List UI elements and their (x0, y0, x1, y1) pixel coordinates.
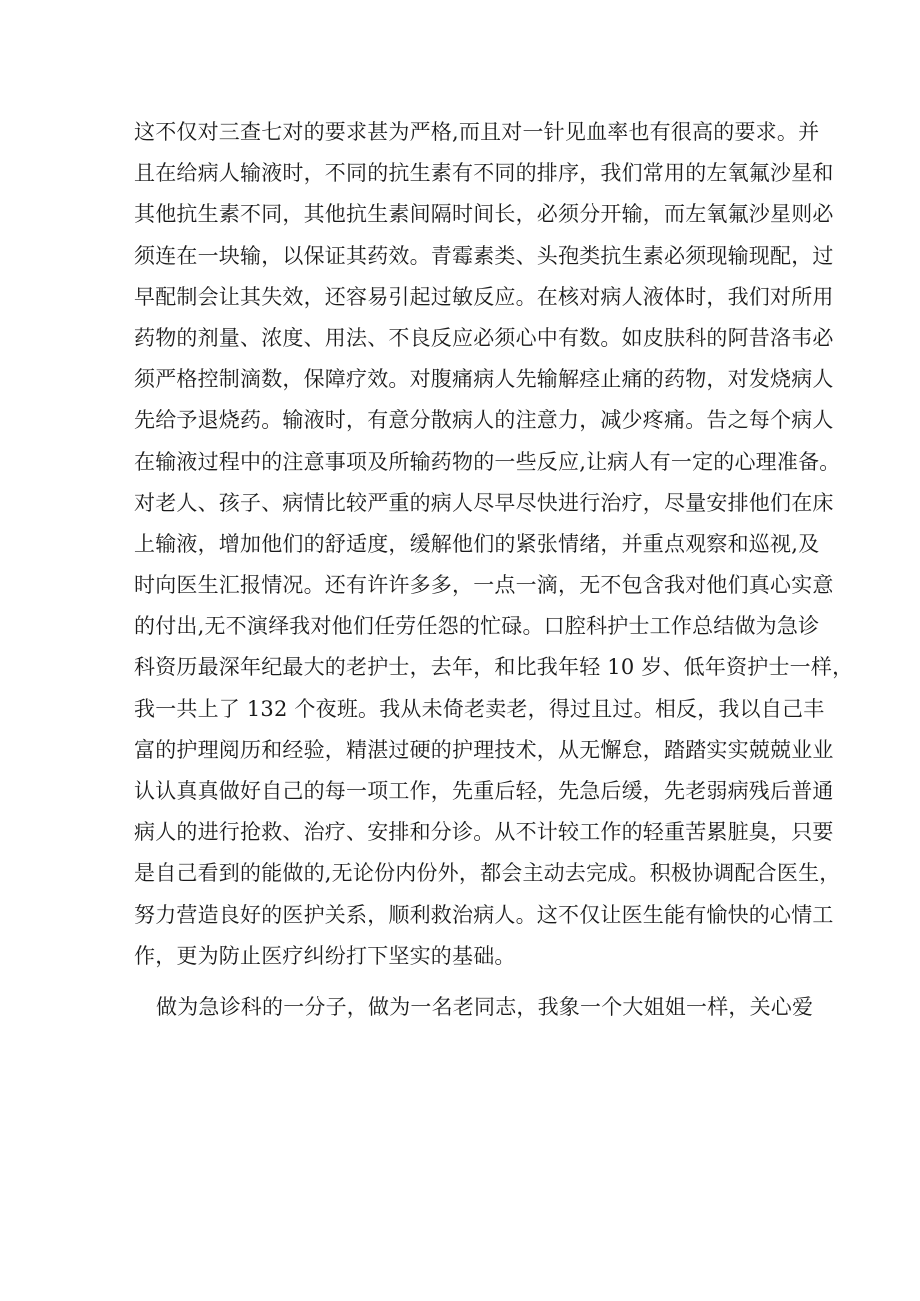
text-line: 早配制会让其失效，还容易引起过敏反应。在核对病人液体时，我们对所用 (134, 284, 834, 309)
paragraph-1 (134, 112, 854, 977)
text-line: 药物的剂量、浓度、用法、不良反应必须心中有数。如皮肤科的阿昔洛韦必 (134, 325, 834, 350)
paragraph-gap (134, 977, 794, 987)
text-line: 的付出,无不演绎我对他们任劳任怨的忙碌。口腔科护士工作总结做为急诊 (134, 614, 820, 639)
text-line: 病人的进行抢救、治疗、安排和分诊。从不计较工作的轻重苦累脏臭，只要 (134, 820, 834, 845)
body-text (134, 112, 854, 1028)
text-line: 做为急诊科的一分子，做为一名老同志，我象一个大姐姐一样，关心爱 (156, 994, 814, 1019)
text-line: 须严格控制滴数，保障疗效。对腹痛病人先输解痉止痛的药物，对发烧病人 (134, 367, 834, 392)
text-line: 认认真真做好自己的每一项工作，先重后轻，先急后缓，先老弱病残后普通 (134, 779, 834, 803)
text-line: 时向医生汇报情况。还有许许多多，一点一滴，无不包含我对他们真心实意 (134, 573, 834, 598)
paragraph-2 (134, 987, 814, 1028)
text-line: 科资历最深年纪最大的老护士，去年，和比我年轻 10 岁、低年资护士一样， (134, 655, 854, 680)
text-line: 作，更为防止医疗纠纷打下坚实的基础。 (134, 943, 516, 968)
text-line: 富的护理阅历和经验，精湛过硬的护理技术，从无懈怠，踏踏实实兢兢业业 (134, 737, 834, 762)
text-line: 在输液过程中的注意事项及所输药物的一些反应,让病人有一定的心理准备。 (134, 449, 841, 474)
text-line: 这不仅对三查七对的要求甚为严格,而且对一针见血率也有很高的要求。并 (134, 120, 820, 144)
text-line: 我一共上了 132 个夜班。我从未倚老卖老，得过且过。相反，我以自己丰 (134, 696, 825, 721)
text-line: 其他抗生素不同，其他抗生素间隔时间长，必须分开输，而左氧氟沙星则必 (134, 202, 834, 227)
text-line: 先给予退烧药。输液时，有意分散病人的注意力，减少疼痛。告之每个病人 (134, 408, 834, 433)
text-line: 且在给病人输液时，不同的抗生素有不同的排序，我们常用的左氧氟沙星和 (134, 161, 834, 186)
text-line: 是自己看到的能做的,无论份内份外，都会主动去完成。积极协调配合医生， (134, 861, 841, 886)
text-line: 上输液，增加他们的舒适度，缓解他们的紧张情绪，并重点观察和巡视,及 (134, 531, 820, 556)
text-line: 须连在一块输，以保证其药效。青霉素类、头孢类抗生素必须现输现配，过 (134, 243, 834, 268)
text-line: 努力营造良好的医护关系，顺利救治病人。这不仅让医生能有愉快的心情工 (134, 902, 834, 927)
text-line: 对老人、孩子、病情比较严重的病人尽早尽快进行治疗，尽量安排他们在床 (134, 490, 834, 515)
